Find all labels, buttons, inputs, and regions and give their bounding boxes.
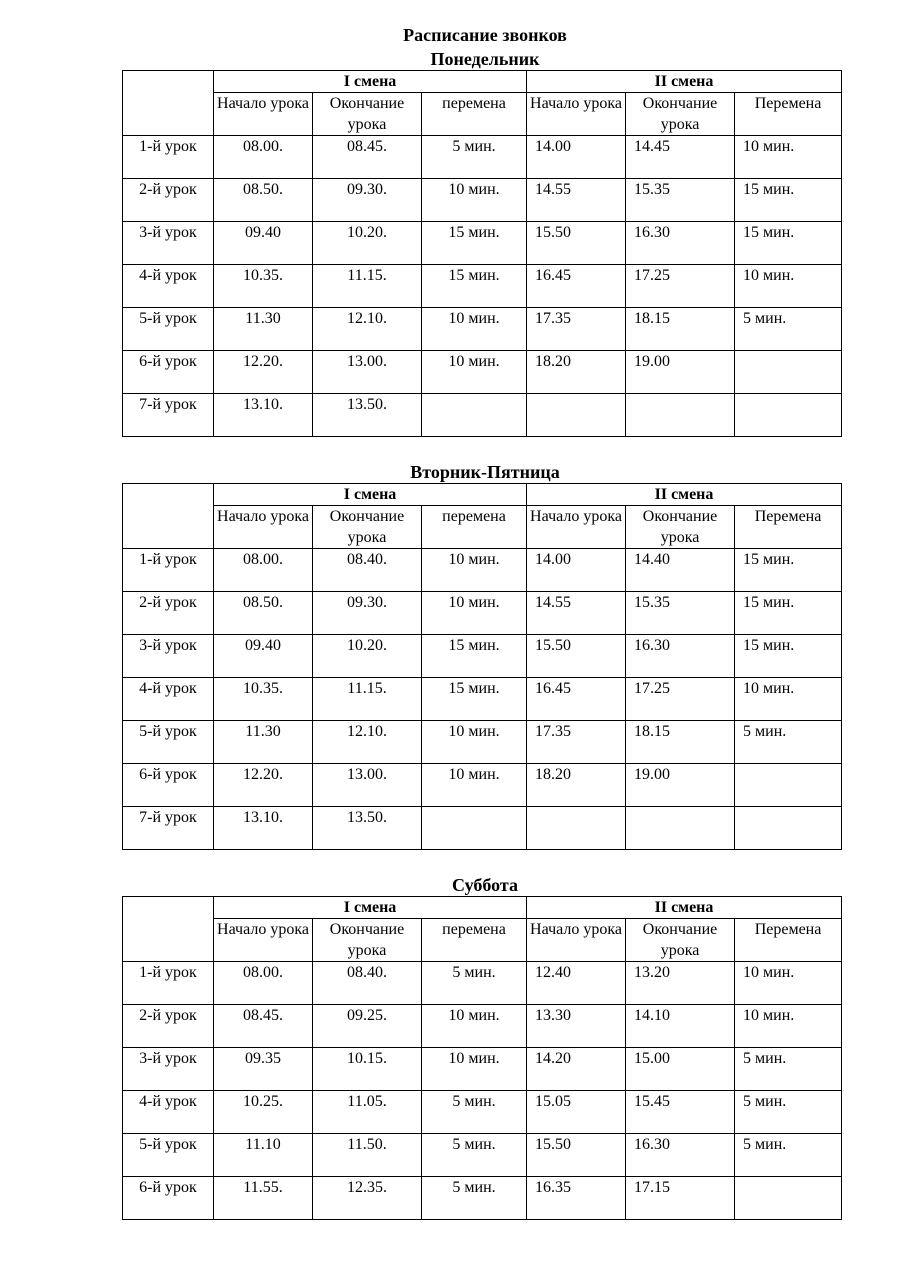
table-row	[123, 721, 842, 764]
shift1-break-cell: 10 мин.	[422, 549, 527, 592]
shift2-start-cell: 17.35	[527, 721, 626, 764]
shift1-end-cell: 12.10.	[313, 721, 422, 764]
shift2-start-cell: 15.05	[527, 1091, 626, 1134]
header-break-shift2: Перемена	[735, 919, 842, 962]
day-title-saturday: Суббота	[452, 875, 518, 895]
shift1-start-cell: 08.50.	[214, 179, 313, 222]
shift1-end-cell: 13.00.	[313, 764, 422, 807]
shift-2-header: II смена	[527, 484, 842, 506]
table-row	[123, 222, 842, 265]
shift2-break-cell	[735, 1177, 842, 1220]
header-break-shift1: перемена	[422, 919, 527, 962]
shift2-break-cell	[735, 764, 842, 807]
shift1-end-cell: 11.15.	[313, 678, 422, 721]
header-end-shift1: Окончание урока	[313, 93, 422, 136]
shift-header-row	[123, 71, 842, 93]
shift2-start-cell: 13.30	[527, 1005, 626, 1048]
shift2-end-cell: 16.30	[626, 635, 735, 678]
shift2-break-cell: 10 мин.	[735, 1005, 842, 1048]
shift2-break-cell	[735, 394, 842, 437]
shift2-end-cell	[626, 394, 735, 437]
shift2-end-cell: 16.30	[626, 1134, 735, 1177]
table-row	[123, 635, 842, 678]
header-break-shift1: перемена	[422, 506, 527, 549]
lesson-cell: 2-й урок	[123, 1005, 214, 1048]
shift1-start-cell: 11.30	[214, 308, 313, 351]
shift1-start-cell: 09.35	[214, 1048, 313, 1091]
shift2-start-cell: 15.50	[527, 1134, 626, 1177]
shift1-break-cell: 15 мин.	[422, 678, 527, 721]
shift2-end-cell: 16.30	[626, 222, 735, 265]
table-row	[123, 1091, 842, 1134]
shift1-end-cell: 11.15.	[313, 265, 422, 308]
day-title-monday: Понедельник	[430, 49, 540, 69]
shift1-break-cell	[422, 394, 527, 437]
shift1-break-cell: 5 мин.	[422, 1091, 527, 1134]
shift2-break-cell: 10 мин.	[735, 962, 842, 1005]
table-row	[123, 351, 842, 394]
shift2-break-cell: 15 мин.	[735, 222, 842, 265]
shift1-break-cell: 10 мин.	[422, 179, 527, 222]
header-start-shift2: Начало урока	[527, 506, 626, 549]
shift2-break-cell: 15 мин.	[735, 179, 842, 222]
shift1-end-cell: 09.25.	[313, 1005, 422, 1048]
lesson-cell: 3-й урок	[123, 222, 214, 265]
lesson-cell: 2-й урок	[123, 592, 214, 635]
lesson-cell: 3-й урок	[123, 1048, 214, 1091]
shift1-start-cell: 10.35.	[214, 678, 313, 721]
lesson-cell: 4-й урок	[123, 1091, 214, 1134]
shift1-end-cell: 10.20.	[313, 635, 422, 678]
shift2-start-cell: 14.00	[527, 549, 626, 592]
shift1-end-cell: 11.05.	[313, 1091, 422, 1134]
shift2-end-cell: 17.25	[626, 265, 735, 308]
shift1-start-cell: 11.55.	[214, 1177, 313, 1220]
shift2-start-cell: 18.20	[527, 351, 626, 394]
shift2-start-cell: 14.00	[527, 136, 626, 179]
shift2-break-cell: 5 мин.	[735, 1048, 842, 1091]
shift2-end-cell: 19.00	[626, 351, 735, 394]
shift2-start-cell	[527, 394, 626, 437]
shift-header-row	[123, 897, 842, 919]
header-start-shift1: Начало урока	[214, 506, 313, 549]
lesson-cell: 1-й урок	[123, 549, 214, 592]
shift2-break-cell: 5 мин.	[735, 721, 842, 764]
shift2-break-cell: 5 мин.	[735, 1091, 842, 1134]
header-start-shift2: Начало урока	[527, 93, 626, 136]
shift1-break-cell: 10 мин.	[422, 592, 527, 635]
shift1-start-cell: 12.20.	[214, 764, 313, 807]
shift2-break-cell	[735, 351, 842, 394]
shift1-break-cell: 5 мин.	[422, 1177, 527, 1220]
shift1-start-cell: 10.35.	[214, 265, 313, 308]
shift1-end-cell: 13.00.	[313, 351, 422, 394]
shift2-end-cell: 19.00	[626, 764, 735, 807]
shift2-end-cell: 15.00	[626, 1048, 735, 1091]
lesson-cell: 7-й урок	[123, 807, 214, 850]
shift1-end-cell: 09.30.	[313, 179, 422, 222]
table-row	[123, 807, 842, 850]
schedule-table-monday	[122, 70, 842, 437]
shift1-end-cell: 08.45.	[313, 136, 422, 179]
shift1-break-cell: 10 мин.	[422, 308, 527, 351]
table-row	[123, 136, 842, 179]
shift-1-header: I смена	[214, 71, 527, 93]
shift1-start-cell: 11.10	[214, 1134, 313, 1177]
shift1-end-cell: 10.20.	[313, 222, 422, 265]
shift1-end-cell: 13.50.	[313, 394, 422, 437]
shift1-start-cell: 13.10.	[214, 807, 313, 850]
lesson-cell: 3-й урок	[123, 635, 214, 678]
shift2-end-cell: 15.35	[626, 592, 735, 635]
shift2-break-cell: 15 мин.	[735, 592, 842, 635]
lesson-cell: 2-й урок	[123, 179, 214, 222]
shift1-start-cell: 08.00.	[214, 136, 313, 179]
shift2-start-cell: 16.35	[527, 1177, 626, 1220]
table-row	[123, 764, 842, 807]
lesson-cell: 5-й урок	[123, 1134, 214, 1177]
header-start-shift1: Начало урока	[214, 93, 313, 136]
shift2-end-cell: 15.35	[626, 179, 735, 222]
header-end-shift2: Окончание урока	[626, 919, 735, 962]
shift1-start-cell: 13.10.	[214, 394, 313, 437]
lesson-cell: 4-й урок	[123, 265, 214, 308]
header-break-shift2: Перемена	[735, 93, 842, 136]
shift2-end-cell: 14.40	[626, 549, 735, 592]
shift1-break-cell: 5 мин.	[422, 136, 527, 179]
lesson-cell: 5-й урок	[123, 721, 214, 764]
shift1-start-cell: 10.25.	[214, 1091, 313, 1134]
table-row	[123, 1177, 842, 1220]
header-start-shift1: Начало урока	[214, 919, 313, 962]
shift-2-header: II смена	[527, 71, 842, 93]
shift2-start-cell	[527, 807, 626, 850]
shift1-break-cell: 15 мин.	[422, 265, 527, 308]
shift1-start-cell: 09.40	[214, 222, 313, 265]
table-row	[123, 962, 842, 1005]
shift2-end-cell: 14.10	[626, 1005, 735, 1048]
shift2-start-cell: 16.45	[527, 678, 626, 721]
shift2-break-cell	[735, 807, 842, 850]
lesson-cell: 1-й урок	[123, 962, 214, 1005]
shift2-end-cell: 18.15	[626, 721, 735, 764]
shift2-end-cell: 18.15	[626, 308, 735, 351]
table-row	[123, 179, 842, 222]
column-header-row	[123, 919, 842, 962]
corner-cell	[123, 897, 214, 962]
shift2-start-cell: 15.50	[527, 635, 626, 678]
shift2-break-cell: 5 мин.	[735, 308, 842, 351]
shift1-end-cell: 08.40.	[313, 962, 422, 1005]
shift1-end-cell: 13.50.	[313, 807, 422, 850]
shift2-end-cell: 17.25	[626, 678, 735, 721]
header-end-shift1: Окончание урока	[313, 506, 422, 549]
shift1-break-cell: 15 мин.	[422, 222, 527, 265]
shift2-start-cell: 14.20	[527, 1048, 626, 1091]
shift1-end-cell: 09.30.	[313, 592, 422, 635]
shift1-end-cell: 08.40.	[313, 549, 422, 592]
shift2-break-cell: 10 мин.	[735, 678, 842, 721]
table-row	[123, 592, 842, 635]
shift2-start-cell: 17.35	[527, 308, 626, 351]
header-break-shift2: Перемена	[735, 506, 842, 549]
shift2-break-cell: 5 мин.	[735, 1134, 842, 1177]
table-row	[123, 1134, 842, 1177]
lesson-cell: 6-й урок	[123, 1177, 214, 1220]
shift2-end-cell: 13.20	[626, 962, 735, 1005]
shift1-break-cell	[422, 807, 527, 850]
shift2-break-cell: 15 мин.	[735, 549, 842, 592]
lesson-cell: 6-й урок	[123, 764, 214, 807]
lesson-cell: 4-й урок	[123, 678, 214, 721]
shift-1-header: I смена	[214, 484, 527, 506]
corner-cell	[123, 71, 214, 136]
shift1-start-cell: 08.00.	[214, 549, 313, 592]
schedule-table-tue-fri	[122, 483, 842, 850]
header-start-shift2: Начало урока	[527, 919, 626, 962]
shift2-start-cell: 12.40	[527, 962, 626, 1005]
shift1-break-cell: 5 мин.	[422, 962, 527, 1005]
table-row	[123, 549, 842, 592]
shift1-break-cell: 10 мин.	[422, 1048, 527, 1091]
shift2-end-cell: 14.45	[626, 136, 735, 179]
shift2-break-cell: 15 мин.	[735, 635, 842, 678]
shift1-start-cell: 09.40	[214, 635, 313, 678]
header-end-shift1: Окончание урока	[313, 919, 422, 962]
column-header-row	[123, 506, 842, 549]
shift1-start-cell: 08.50.	[214, 592, 313, 635]
corner-cell	[123, 484, 214, 549]
shift1-start-cell: 08.00.	[214, 962, 313, 1005]
shift2-start-cell: 16.45	[527, 265, 626, 308]
shift-2-header: II смена	[527, 897, 842, 919]
shift1-break-cell: 5 мин.	[422, 1134, 527, 1177]
shift1-break-cell: 15 мин.	[422, 635, 527, 678]
page-title: Расписание звонков	[403, 25, 567, 45]
shift1-break-cell: 10 мин.	[422, 721, 527, 764]
shift-header-row	[123, 484, 842, 506]
lesson-cell: 5-й урок	[123, 308, 214, 351]
shift1-end-cell: 10.15.	[313, 1048, 422, 1091]
shift2-start-cell: 15.50	[527, 222, 626, 265]
shift2-start-cell: 18.20	[527, 764, 626, 807]
column-header-row	[123, 93, 842, 136]
lesson-cell: 1-й урок	[123, 136, 214, 179]
shift1-end-cell: 11.50.	[313, 1134, 422, 1177]
shift1-end-cell: 12.10.	[313, 308, 422, 351]
table-row	[123, 308, 842, 351]
header-end-shift2: Окончание урока	[626, 93, 735, 136]
shift1-break-cell: 10 мин.	[422, 764, 527, 807]
shift1-end-cell: 12.35.	[313, 1177, 422, 1220]
header-end-shift2: Окончание урока	[626, 506, 735, 549]
header-break-shift1: перемена	[422, 93, 527, 136]
lesson-cell: 7-й урок	[123, 394, 214, 437]
table-row	[123, 1048, 842, 1091]
shift2-break-cell: 10 мин.	[735, 265, 842, 308]
shift1-start-cell: 08.45.	[214, 1005, 313, 1048]
shift1-start-cell: 11.30	[214, 721, 313, 764]
shift2-start-cell: 14.55	[527, 592, 626, 635]
table-row	[123, 394, 842, 437]
shift2-end-cell	[626, 807, 735, 850]
schedule-table-saturday	[122, 896, 842, 1220]
shift-1-header: I смена	[214, 897, 527, 919]
table-row	[123, 1005, 842, 1048]
shift2-break-cell: 10 мин.	[735, 136, 842, 179]
table-row	[123, 678, 842, 721]
shift2-end-cell: 15.45	[626, 1091, 735, 1134]
table-row	[123, 265, 842, 308]
shift2-start-cell: 14.55	[527, 179, 626, 222]
lesson-cell: 6-й урок	[123, 351, 214, 394]
shift1-break-cell: 10 мин.	[422, 1005, 527, 1048]
shift2-end-cell: 17.15	[626, 1177, 735, 1220]
day-title-tue-fri: Вторник-Пятница	[410, 462, 560, 482]
shift1-start-cell: 12.20.	[214, 351, 313, 394]
shift1-break-cell: 10 мин.	[422, 351, 527, 394]
